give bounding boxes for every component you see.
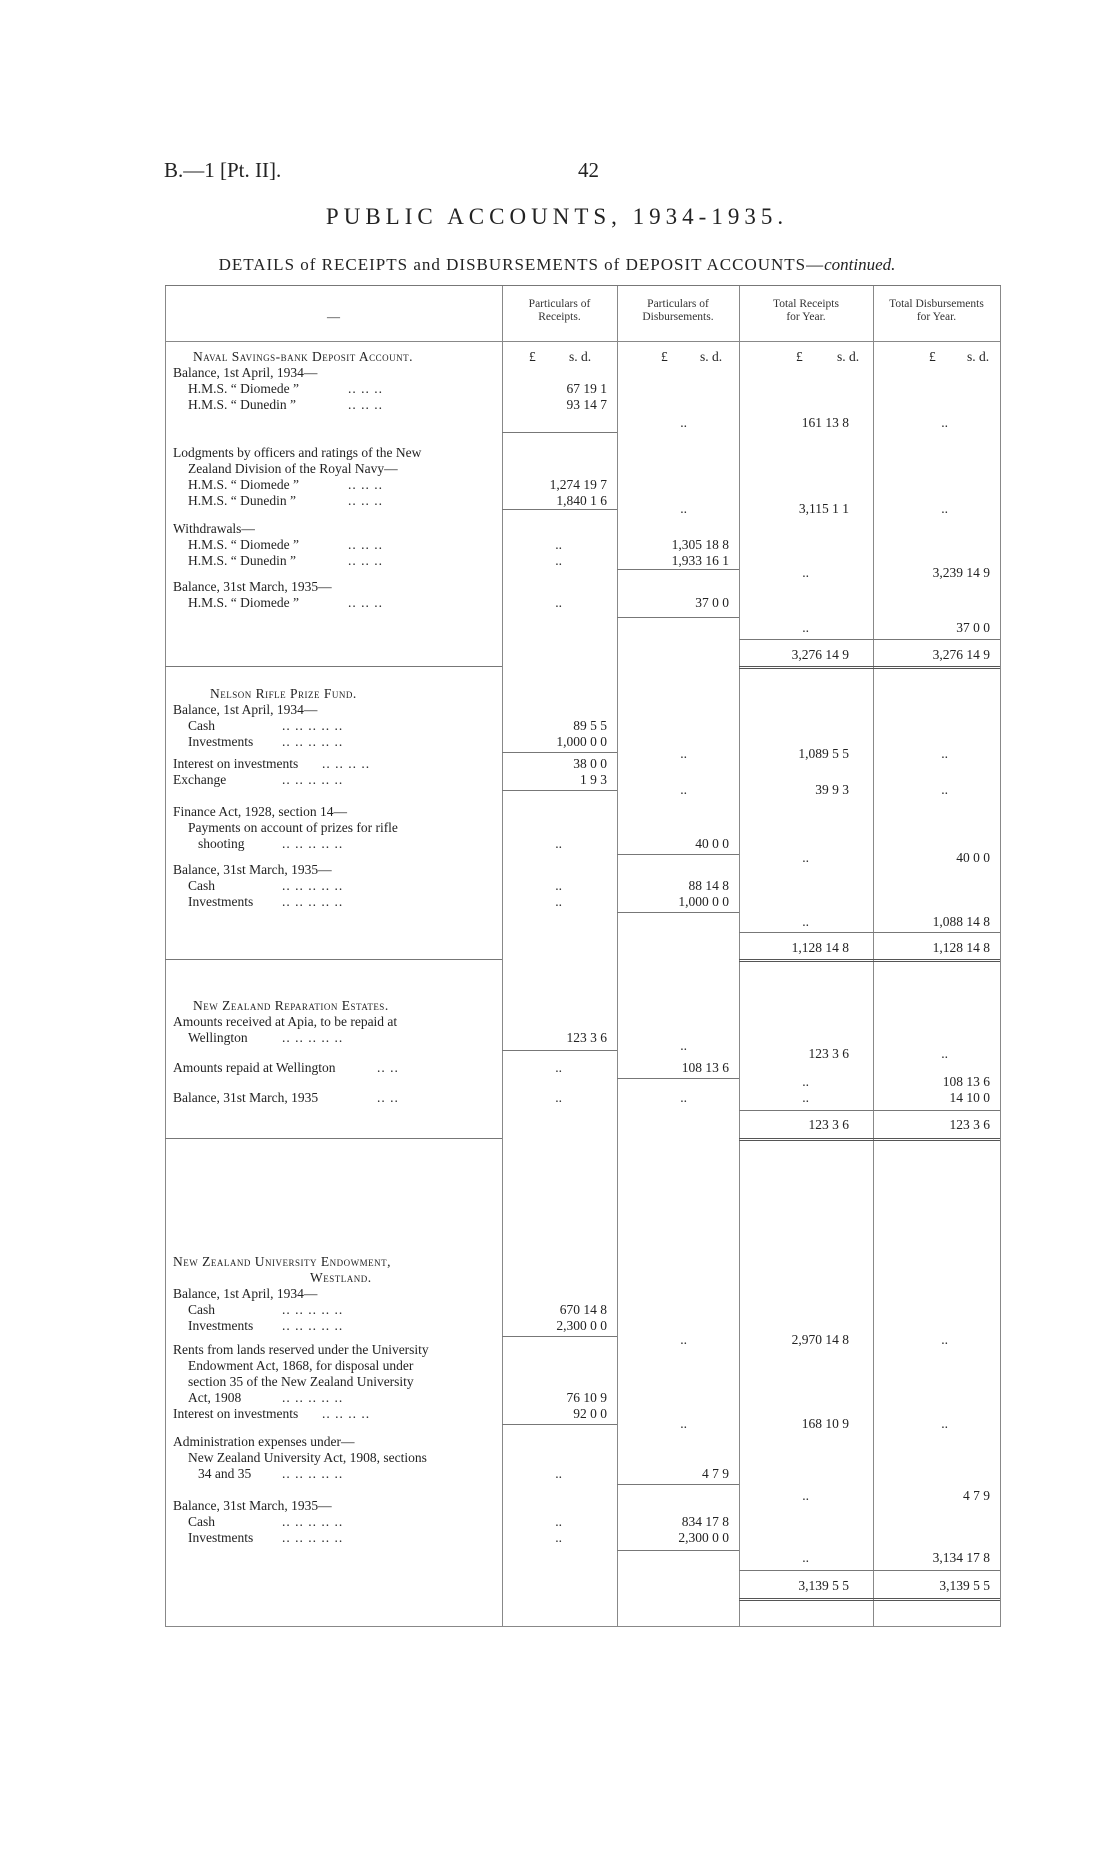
leader-dots: .. .. ..	[348, 595, 383, 610]
row-label: H.M.S. “ Diomede ”	[188, 595, 299, 610]
nil-mark: ..	[941, 1332, 948, 1347]
receipts-column-header	[502, 298, 617, 324]
total-amount: 168 10 9	[801, 1416, 849, 1431]
row-label: H.M.S. “ Dunedin ”	[188, 553, 296, 568]
leader-dots: .. .. .. .. ..	[282, 1530, 344, 1545]
amount: 2,300 0 0	[678, 1530, 729, 1545]
row-label: section 35 of the New Zealand University	[188, 1374, 414, 1389]
university-section	[165, 1254, 1001, 1626]
leader-dots: .. .. .. .. ..	[282, 894, 344, 909]
pound-sign: £	[661, 349, 668, 364]
grand-total: 1,128 14 8	[791, 940, 849, 955]
nil-mark: ..	[555, 878, 562, 893]
amount: 1,000 0 0	[556, 734, 607, 749]
total-amount: 3,134 17 8	[932, 1550, 990, 1565]
page-title: PUBLIC ACCOUNTS, 1934-1935.	[325, 204, 789, 229]
row-label: Finance Act, 1928, section 14—	[173, 804, 347, 819]
leader-dots: .. .. .. .. ..	[282, 772, 344, 787]
header-line: for Year.	[786, 311, 826, 323]
row-label: 34 and 35	[198, 1466, 252, 1481]
double-rule	[739, 1598, 1000, 1601]
pound-sign: £	[529, 349, 536, 364]
nil-mark: ..	[941, 415, 948, 430]
nil-mark: ..	[555, 1060, 562, 1075]
page-subtitle	[0, 255, 1114, 275]
total-rule	[739, 639, 1000, 640]
leader-dots: .. .. .. .. ..	[282, 1318, 344, 1333]
nil-mark: ..	[555, 553, 562, 568]
nil-mark: ..	[802, 1488, 809, 1503]
leader-dots: .. .. .. .. ..	[282, 836, 344, 851]
subtotal-rule	[617, 569, 739, 570]
nil-mark: ..	[802, 1090, 809, 1105]
nelson-section	[165, 686, 1001, 1036]
amount: 37 0 0	[695, 595, 729, 610]
row-label: Cash	[188, 1302, 215, 1317]
disbursements-column-header	[617, 298, 739, 324]
row-label: New Zealand University Act, 1908, sections	[188, 1450, 427, 1465]
nil-mark: ..	[680, 1038, 687, 1053]
row-label: Wellington	[188, 1030, 248, 1045]
grand-total: 3,139 5 5	[939, 1578, 990, 1593]
total-rule	[739, 1110, 1000, 1111]
total-rule	[739, 932, 1000, 933]
total-amount: 123 3 6	[808, 1046, 849, 1061]
nil-mark: ..	[555, 1090, 562, 1105]
subtotal-rule	[617, 1484, 739, 1485]
section-heading: Naval Savings-bank Deposit Account.	[193, 349, 414, 364]
subtotal-rule	[502, 1050, 617, 1051]
header-line: Total Disbursements	[889, 298, 984, 310]
amount: 1 9 3	[580, 772, 607, 787]
total-rule	[739, 1570, 1000, 1571]
nil-mark: ..	[680, 1416, 687, 1431]
nil-mark: ..	[555, 1514, 562, 1529]
header-line: Receipts.	[538, 311, 581, 323]
row-label: Amounts repaid at Wellington	[173, 1060, 336, 1075]
reparation-section	[165, 998, 1001, 1198]
leader-dots: .. .. .. .. ..	[282, 718, 344, 733]
nil-mark: ..	[802, 1074, 809, 1089]
subtotal-rule	[502, 432, 617, 433]
leader-dots: .. .. .. .. ..	[282, 734, 344, 749]
subtotal-rule	[617, 1078, 739, 1079]
nil-mark: ..	[941, 501, 948, 516]
total-disbursements-column-header	[873, 298, 1000, 324]
leader-dots: .. .. ..	[348, 381, 383, 396]
amount: 93 14 7	[566, 397, 607, 412]
grand-total: 1,128 14 8	[932, 940, 990, 955]
row-label: Balance, 1st April, 1934—	[173, 365, 318, 380]
subtotal-rule	[502, 1336, 617, 1337]
row-label: Zealand Division of the Royal Navy—	[188, 461, 398, 476]
row-label: Balance, 31st March, 1935—	[173, 1498, 332, 1513]
section-heading: Nelson Rifle Prize Fund.	[210, 686, 357, 701]
nil-mark: ..	[802, 914, 809, 929]
row-label: H.M.S. “ Dunedin ”	[188, 493, 296, 508]
row-label: Cash	[188, 878, 215, 893]
row-label: Amounts received at Apia, to be repaid at	[173, 1014, 398, 1029]
amount: 1,000 0 0	[678, 894, 729, 909]
naval-section	[165, 349, 1001, 719]
section-rule	[165, 666, 502, 667]
double-rule	[739, 666, 1000, 669]
amount: 2,300 0 0	[556, 1318, 607, 1333]
nil-mark: ..	[555, 1530, 562, 1545]
total-amount: 108 13 6	[942, 1074, 990, 1089]
row-label: H.M.S. “ Diomede ”	[188, 381, 299, 396]
row-label: Investments	[188, 1530, 254, 1545]
leader-dots: .. .. .. ..	[322, 756, 371, 771]
subtotal-rule	[617, 1550, 739, 1551]
amount: 92 0 0	[573, 1406, 607, 1421]
nil-mark: ..	[555, 836, 562, 851]
sd-label: s. d.	[967, 349, 990, 364]
row-label: Balance, 1st April, 1934—	[173, 1286, 318, 1301]
pound-sign: £	[929, 349, 936, 364]
row-label: Interest on investments	[173, 1406, 299, 1421]
row-label: Act, 1908	[188, 1390, 242, 1405]
leader-dots: .. .. .. .. ..	[282, 1514, 344, 1529]
total-amount: 40 0 0	[956, 850, 990, 865]
row-label: Investments	[188, 1318, 254, 1333]
total-amount: 14 10 0	[949, 1090, 990, 1105]
amount: 834 17 8	[681, 1514, 729, 1529]
header-line: Total Receipts	[773, 298, 839, 310]
row-label: Payments on account of prizes for rifle	[188, 820, 398, 835]
subtotal-rule	[617, 912, 739, 913]
row-label: H.M.S. “ Dunedin ”	[188, 397, 296, 412]
row-label: Balance, 1st April, 1934—	[173, 702, 318, 717]
table-bottom-rule	[165, 1626, 1001, 1627]
amount: 38 0 0	[573, 756, 607, 771]
amount: 88 14 8	[688, 878, 729, 893]
leader-dots: .. ..	[377, 1060, 399, 1075]
amount: 1,840 1 6	[556, 493, 607, 508]
header-line: for Year.	[916, 311, 957, 323]
accounts-table	[165, 285, 1001, 1626]
row-label: Investments	[188, 734, 254, 749]
amount: 89 5 5	[573, 718, 607, 733]
header-line: Particulars of	[647, 298, 709, 310]
section-heading: Westland.	[310, 1270, 372, 1285]
row-label: Cash	[188, 1514, 215, 1529]
leader-dots: .. .. ..	[348, 477, 383, 492]
nil-mark: ..	[555, 1466, 562, 1481]
row-label: Rents from lands reserved under the University	[173, 1342, 429, 1357]
nil-mark: ..	[680, 782, 687, 797]
amount: 670 14 8	[559, 1302, 607, 1317]
nil-mark: ..	[941, 1046, 948, 1061]
row-label: Lodgments by officers and ratings of the New	[173, 445, 422, 460]
amount: 1,933 16 1	[671, 553, 729, 568]
grand-total: 3,276 14 9	[791, 647, 849, 662]
subtotal-rule	[502, 752, 617, 753]
subtotal-rule	[502, 509, 617, 510]
total-amount: 161 13 8	[801, 415, 849, 430]
header-line: Particulars of	[528, 298, 591, 310]
nil-mark: ..	[680, 415, 687, 430]
leader-dots: .. .. .. .. ..	[282, 1030, 344, 1045]
amount: 67 19 1	[566, 381, 607, 396]
nil-mark: ..	[941, 746, 948, 761]
pound-sign: £	[796, 349, 803, 364]
leader-dots: .. .. .. ..	[322, 1406, 371, 1421]
leader-dots: .. .. ..	[348, 537, 383, 552]
section-heading: New Zealand University Endowment,	[173, 1254, 391, 1269]
nil-mark: ..	[680, 1090, 687, 1105]
grand-total: 3,276 14 9	[932, 647, 990, 662]
section-rule	[165, 959, 502, 960]
document-code: B.—1 [Pt. II].	[164, 158, 282, 182]
row-label: Interest on investments	[173, 756, 299, 771]
nil-mark: ..	[941, 782, 948, 797]
row-label: H.M.S. “ Diomede ”	[188, 537, 299, 552]
amount: 76 10 9	[566, 1390, 607, 1405]
leader-dots: .. .. .. .. ..	[282, 1302, 344, 1317]
row-label: Endowment Act, 1868, for disposal under	[188, 1358, 414, 1373]
leader-dots: .. .. .. .. ..	[282, 878, 344, 893]
total-receipts-column-header	[739, 298, 873, 324]
row-label: Exchange	[173, 772, 227, 787]
amount: 4 7 9	[702, 1466, 729, 1481]
nil-mark: ..	[941, 1416, 948, 1431]
leader-dots: .. .. ..	[348, 493, 383, 508]
amount: 108 13 6	[681, 1060, 729, 1075]
sd-label: s. d.	[837, 349, 860, 364]
total-amount: 39 9 3	[815, 782, 849, 797]
sd-label: s. d.	[700, 349, 723, 364]
leader-dots: .. .. .. .. ..	[282, 1390, 344, 1405]
row-label: Administration expenses under—	[173, 1434, 355, 1449]
blank-column-header: —	[327, 309, 340, 324]
grand-total: 3,139 5 5	[798, 1578, 849, 1593]
grand-total: 123 3 6	[808, 1117, 849, 1132]
row-label: Balance, 31st March, 1935	[173, 1090, 319, 1105]
page-number: 42	[578, 158, 599, 182]
row-label: Balance, 31st March, 1935—	[173, 862, 332, 877]
nil-mark: ..	[680, 746, 687, 761]
total-amount: 3,239 14 9	[932, 565, 990, 580]
row-label: Withdrawals—	[173, 521, 255, 536]
total-amount: 4 7 9	[963, 1488, 990, 1503]
leader-dots: .. ..	[377, 1090, 399, 1105]
total-amount: 2,970 14 8	[791, 1332, 849, 1347]
row-label: Balance, 31st March, 1935—	[173, 579, 332, 594]
nil-mark: ..	[680, 501, 687, 516]
subtitle-continued: continued.	[824, 255, 896, 274]
total-amount: 3,115 1 1	[798, 501, 849, 516]
nil-mark: ..	[555, 537, 562, 552]
amount: 1,305 18 8	[671, 537, 729, 552]
header-line: Disbursements.	[642, 311, 714, 323]
row-label: Investments	[188, 894, 254, 909]
total-amount: 1,088 14 8	[932, 914, 990, 929]
section-rule	[165, 1138, 502, 1139]
amount: 1,274 19 7	[549, 477, 607, 492]
nil-mark: ..	[555, 894, 562, 909]
double-rule	[739, 959, 1000, 962]
subtotal-rule	[502, 1424, 617, 1425]
nil-mark: ..	[802, 1550, 809, 1565]
row-label: shooting	[198, 836, 245, 851]
row-label: Cash	[188, 718, 215, 733]
amount: 40 0 0	[695, 836, 729, 851]
row-label: H.M.S. “ Diomede ”	[188, 477, 299, 492]
nil-mark: ..	[555, 595, 562, 610]
leader-dots: .. .. ..	[348, 397, 383, 412]
leader-dots: .. .. .. .. ..	[282, 1466, 344, 1481]
double-rule	[739, 1138, 1000, 1141]
grand-total: 123 3 6	[949, 1117, 990, 1132]
sd-label: s. d.	[569, 349, 592, 364]
nil-mark: ..	[802, 850, 809, 865]
header-rule	[165, 341, 1001, 342]
subtitle-main: DETAILS of RECEIPTS and DISBURSEMENTS of DEPOSIT ACCOUNTS—	[218, 255, 825, 274]
nil-mark: ..	[680, 1332, 687, 1347]
nil-mark: ..	[802, 620, 809, 635]
amount: 123 3 6	[566, 1030, 607, 1045]
total-amount: 37 0 0	[956, 620, 990, 635]
nil-mark: ..	[802, 565, 809, 580]
total-amount: 1,089 5 5	[798, 746, 849, 761]
section-heading: New Zealand Reparation Estates.	[193, 998, 389, 1013]
leader-dots: .. .. ..	[348, 553, 383, 568]
subtotal-rule	[617, 617, 739, 618]
subtotal-rule	[502, 790, 617, 791]
subtotal-rule	[617, 854, 739, 855]
